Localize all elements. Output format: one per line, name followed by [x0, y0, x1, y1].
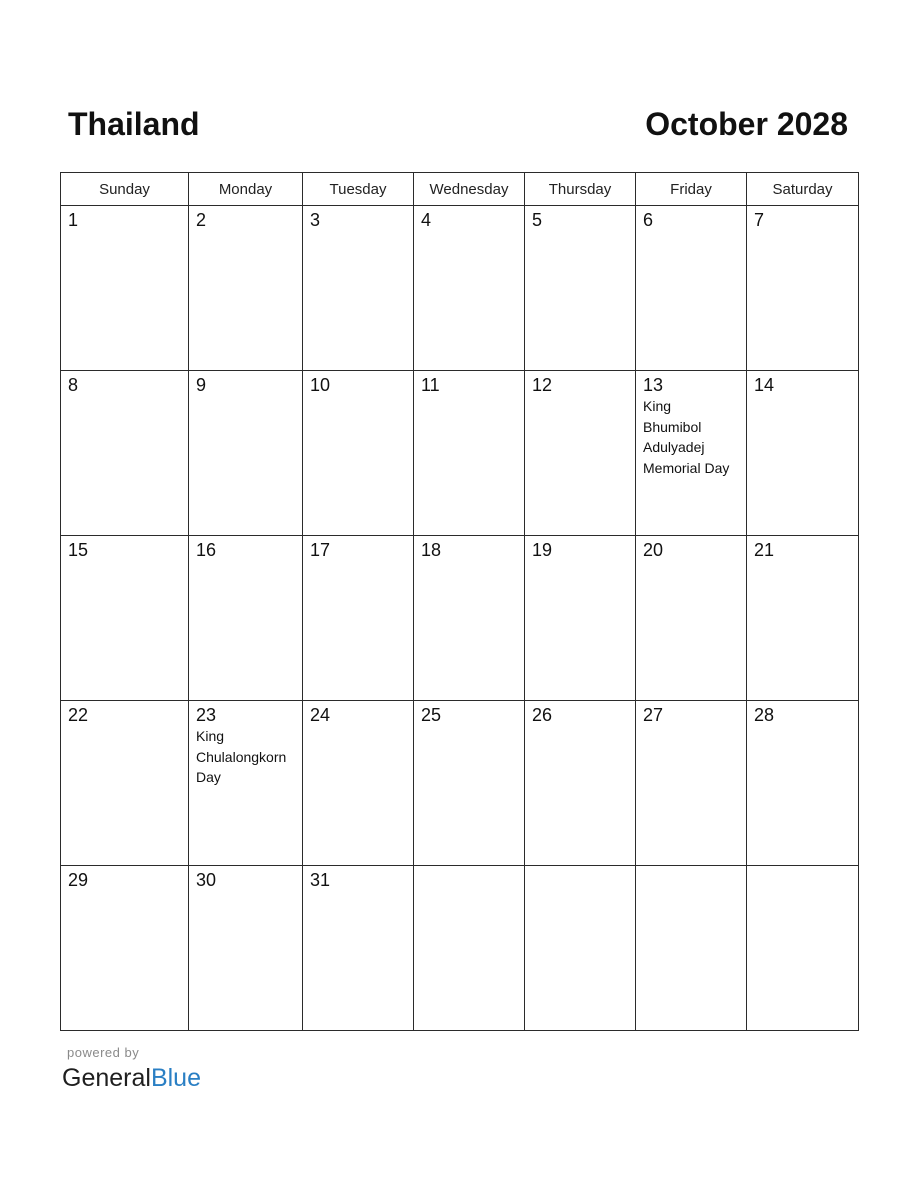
day-cell — [303, 536, 414, 701]
week-row — [61, 701, 859, 866]
weekday-sunday: Sunday — [61, 173, 189, 206]
day-cell — [189, 866, 303, 1031]
empty-day-cell — [636, 866, 747, 1031]
day-cell — [61, 701, 189, 866]
logo-text-blue: Blue — [150, 1064, 201, 1092]
day-number — [414, 866, 524, 869]
day-number — [525, 866, 635, 869]
day-number: 27 — [643, 705, 664, 725]
holiday-label: Day — [196, 769, 221, 785]
day-number: 9 — [196, 375, 207, 395]
day-number: 12 — [532, 375, 553, 395]
week-row — [61, 536, 859, 701]
day-number: 2 — [196, 210, 207, 230]
month-year-title: October 2028 — [645, 106, 848, 142]
holiday-label: Adulyadej — [643, 439, 705, 455]
empty-day-cell — [747, 866, 859, 1031]
day-number — [747, 866, 858, 869]
day-cell — [303, 701, 414, 866]
day-number: 23 — [196, 705, 217, 725]
holiday-label: King — [196, 728, 225, 744]
day-cell — [189, 536, 303, 701]
day-cell — [189, 371, 303, 536]
weekday-wednesday: Wednesday — [414, 173, 525, 206]
logo-text-general: General — [62, 1064, 151, 1092]
day-number: 5 — [532, 210, 543, 230]
day-cell — [61, 371, 189, 536]
day-cell — [747, 371, 859, 536]
day-cell — [525, 701, 636, 866]
weekday-header-row — [61, 173, 859, 206]
week-row — [61, 371, 859, 536]
weekday-saturday: Saturday — [747, 173, 859, 206]
day-cell — [61, 206, 189, 371]
day-cell — [189, 701, 303, 866]
day-cell — [189, 206, 303, 371]
day-cell — [61, 536, 189, 701]
day-cell — [747, 536, 859, 701]
holiday-label: King — [643, 398, 672, 414]
day-number: 25 — [421, 705, 442, 725]
day-cell — [414, 371, 525, 536]
calendar-grid — [60, 172, 859, 1031]
day-number: 14 — [754, 375, 775, 395]
day-number: 6 — [643, 210, 654, 230]
holiday-label: Bhumibol — [643, 418, 702, 435]
day-cell — [636, 371, 747, 536]
day-number: 10 — [310, 375, 331, 395]
day-cell — [303, 206, 414, 371]
week-row — [61, 206, 859, 371]
day-number: 22 — [68, 705, 89, 725]
day-number: 4 — [421, 210, 432, 230]
weekday-thursday: Thursday — [525, 173, 636, 206]
day-number — [636, 866, 746, 869]
day-cell — [636, 536, 747, 701]
day-cell — [636, 206, 747, 371]
day-cell — [525, 536, 636, 701]
day-number: 26 — [532, 705, 553, 725]
day-cell — [525, 371, 636, 536]
day-number: 24 — [310, 705, 331, 725]
empty-day-cell — [525, 866, 636, 1031]
day-number: 3 — [310, 210, 321, 230]
weekday-tuesday: Tuesday — [303, 173, 414, 206]
week-row — [61, 866, 859, 1031]
day-number: 30 — [196, 870, 217, 890]
day-cell — [303, 371, 414, 536]
weekday-friday: Friday — [636, 173, 747, 206]
day-number: 18 — [421, 540, 442, 560]
holiday-label: Chulalongkorn — [196, 748, 287, 765]
day-number: 17 — [310, 540, 331, 560]
country-title: Thailand — [68, 106, 200, 142]
day-cell — [61, 866, 189, 1031]
day-number: 21 — [754, 540, 775, 560]
empty-day-cell — [414, 866, 525, 1031]
day-cell — [636, 701, 747, 866]
day-number: 19 — [532, 540, 553, 560]
day-number: 29 — [68, 870, 89, 890]
day-cell — [414, 536, 525, 701]
holiday-label: Memorial Day — [643, 459, 730, 476]
day-number: 16 — [196, 540, 217, 560]
day-cell — [303, 866, 414, 1031]
day-cell — [747, 701, 859, 866]
day-number: 13 — [643, 375, 664, 395]
day-number: 28 — [754, 705, 775, 725]
day-cell — [747, 206, 859, 371]
day-number: 1 — [68, 210, 79, 230]
day-cell — [414, 206, 525, 371]
weekday-monday: Monday — [189, 173, 303, 206]
day-number: 31 — [310, 870, 331, 890]
day-cell — [525, 206, 636, 371]
powered-by-label: powered by — [67, 1045, 140, 1060]
day-cell — [414, 701, 525, 866]
day-number: 11 — [421, 375, 440, 395]
day-number: 15 — [68, 540, 89, 560]
day-number: 7 — [754, 210, 765, 230]
day-number: 20 — [643, 540, 664, 560]
day-number: 8 — [68, 375, 79, 395]
generalblue-logo — [62, 1062, 201, 1094]
